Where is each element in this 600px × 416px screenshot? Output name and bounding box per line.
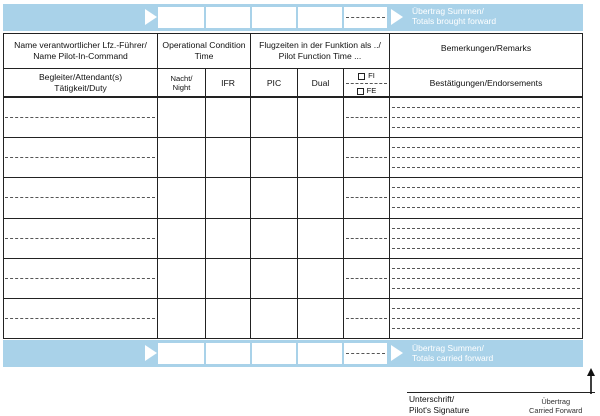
- ifr-carried-field[interactable]: [206, 343, 250, 364]
- arrow-up-icon: [584, 368, 598, 394]
- carried-forward-label: Übertrag Carried Forward: [529, 397, 583, 415]
- pic-carried-field[interactable]: [252, 343, 296, 364]
- arrow-right-icon: [391, 345, 403, 361]
- fi-checkbox-label[interactable]: FI: [344, 71, 389, 80]
- arrow-right-icon: [391, 9, 403, 25]
- attendant-duty-header: Begleiter/Attendant(s) Tätigkeit/Duty: [38, 72, 123, 93]
- pilot-signature-label: Unterschrift/ Pilot's Signature: [409, 394, 470, 415]
- remarks-header: Bemerkungen/Remarks: [440, 43, 532, 53]
- ifr-total-field[interactable]: [206, 7, 250, 28]
- flight-times-header: Flugzeiten in der Funktion als ../ Pilot Function Time ...: [259, 40, 381, 61]
- pic-total-field[interactable]: [252, 7, 296, 28]
- endorsements-header: Bestätigungen/Endorsements: [429, 78, 543, 88]
- fe-checkbox-label[interactable]: FE: [344, 86, 389, 95]
- pilot-name-header: Name verantwortlicher Lfz.-Führer/ Name Pilot-In-Command: [14, 40, 147, 61]
- night-carried-field[interactable]: [158, 343, 204, 364]
- arrow-right-icon: [145, 9, 157, 25]
- fe-checkbox[interactable]: [357, 88, 364, 95]
- night-header: Nacht/ Night: [170, 74, 193, 92]
- dual-total-field[interactable]: [298, 7, 342, 28]
- signature-line: [407, 392, 595, 393]
- ifr-header: IFR: [221, 78, 235, 88]
- dual-header: Dual: [311, 78, 330, 88]
- dual-carried-field[interactable]: [298, 343, 342, 364]
- pic-header: PIC: [266, 78, 282, 88]
- totals-brought-forward-label: Übertrag Summen/ Totals brought forward: [412, 6, 497, 26]
- night-total-field[interactable]: [158, 7, 204, 28]
- fi-checkbox[interactable]: [358, 73, 365, 80]
- totals-carried-forward-label: Übertrag Summen/ Totals carried forward: [412, 343, 494, 363]
- operational-condition-header: Operational Condition Time: [162, 40, 246, 61]
- arrow-right-icon: [145, 345, 157, 361]
